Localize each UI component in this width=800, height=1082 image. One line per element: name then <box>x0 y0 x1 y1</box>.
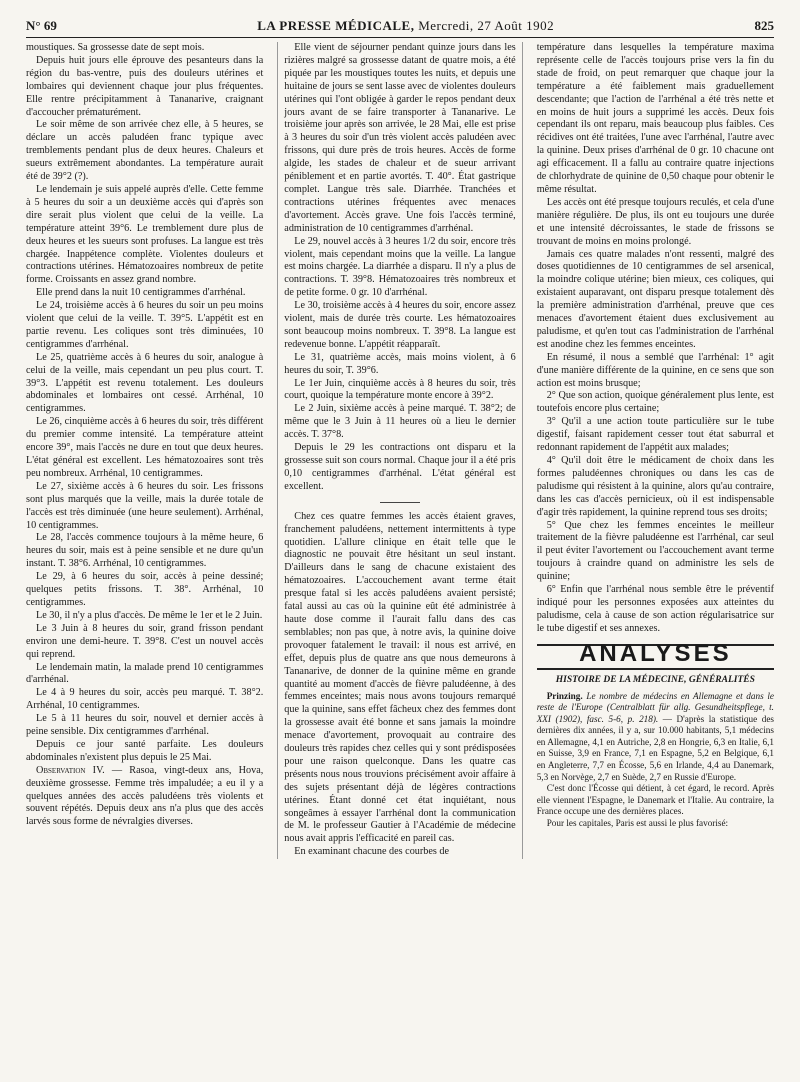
columns <box>26 42 774 859</box>
paragraph: Le soir même de son arrivée chez elle, à 5 heures, se déclare un accès paludéen franc typique avec tremblements pendant plus de deux heures. Chaleurs et sueurs extrêmement abondantes. La température aurait été de 39°2 (?). <box>26 119 264 183</box>
paragraph: moustiques. Sa grossesse date de sept mois. <box>26 42 205 53</box>
paragraph: Le 30, il n'y a plus d'accès. De même le 1er et le 2 Juin. <box>36 609 263 621</box>
paragraph: Depuis ce jour santé parfaite. Les douleurs abdominales n'existent plus depuis le 25 Mai. <box>26 738 264 763</box>
journal-title: LA PRESSE MÉDICALE, <box>257 18 415 33</box>
issue-date: Mercredi, 27 Août 1902 <box>418 18 555 33</box>
section-divider <box>380 502 420 503</box>
paragraph: Le 26, cinquième accès à 6 heures du soir, très différent du premier comme intensité. La température atteint encore 39°, mais l'accès ne dure en tout que deux heures. L'état général est excellent. Les hématozoaires sont très peu nombreux. Arrhénal, 10 centigrammes. <box>26 416 264 479</box>
analysis-paragraph: C'est donc l'Écosse qui détient, à cet égard, le record. Après elle viennent l'Espagne, le Danemark et l'Italie. Au contraire, la France occupe une des dernières places. <box>536 783 774 817</box>
paragraph: En examinant chacune des courbes de <box>294 846 450 858</box>
paragraph: Chez ces quatre femmes les accès étaient graves, franchement paludéens, nettement intermittents à type quotidien. L'allure clinique en était telle que le diagnostic ne pouvait être hésitant un seul instant. D'ailleurs dans le sang de chacune existaient des hématozoaires. L'accouchement avant terme était presque fatal si les accès paludéens avaient persisté; fatal aussi au cas où la quinine eût été administrée à haute dose comme il l'aurait fallu dans des cas semblables; non pas que, à notre avis, la quinine doive provoquer fatalement le travail: il nous est arrivé, en effet, depuis plus de quatre ans que nous demeurons à Tananarive, de donner de la quinine même en grande quantité au moment d'accès de fièvre paludéenne, à des femmes enceintes; mais nous avons toujours remarqué que la quinine, sans effet fâcheux chez des femmes dont la grossesse avait été bonne et sans jamais la moindre menace d'avortement, provoquait au contraire des douleurs très rapides chez celles qui y sont prédisposées pour une raison quelconque. Dans les quatre cas présents nous nous trouvions précisément avoir affaire à des sujets présentant déjà de légères contractions utérines. Étant donné cet état inquiétant, nous songeâmes à essayer l'arrhénal dont la communication de M. le professeur Gautier à l'Académie de médecine nous avait appris l'efficacité en pareil cas. <box>284 510 516 845</box>
issue-number: N° 69 <box>26 18 57 33</box>
paragraph: Depuis huit jours elle éprouve des pesanteurs dans la région du bas-ventre, puis des douleurs utérines et lombaires qui deviennent chaque jour plus fréquentes. Elle rentre précipitamment à Tananarive, craignant d'accoucher prématurément. <box>26 54 264 118</box>
paragraph: Le 29, nouvel accès à 3 heures 1/2 du soir, encore très violent, mais cependant moins que la veille. La langue est moins chargée. La diarrhée a disparu. Il n'y a plus de contractions. T. 39°8. Hématozoaires très nombreux et de petite forme. 0 gr. 10 d'arrhénal. <box>284 235 516 299</box>
observation-label: Observation IV. <box>36 764 105 776</box>
analyses-banner <box>537 639 774 670</box>
paragraph: 5° Que chez les femmes enceintes le meilleur traitement de la fièvre paludéenne est l'arrhénal, car seul il peut éviter l'avortement ou l'accouchement avant terme toujours à craindre quand on administre les sels de quinine; <box>536 519 774 583</box>
page-header <box>26 18 774 38</box>
analysis-citation: Le nombre de médecins en Allemagne et dans le reste de l'Europe (Centralblatt für allg. Gesundheitspflege, t. XXI (1902), fasc. 5-6, p. 218). <box>536 690 774 724</box>
paragraph: Les accès ont été presque toujours reculés, et cela d'une manière régulière. De plus, ils ont eu toujours une durée et une intensité décroissantes, le stade de frissons se trouvant de moins en moins prolongé. <box>536 196 774 247</box>
paragraph: 6° Enfin que l'arrhénal nous semble être le préventif indiqué pour les personnes exposées aux atteintes du paludisme, cela à cause de son action régularisatrice sur le tube digestif et ses annexes. <box>536 584 774 634</box>
analyses-title: ANALYSES <box>579 639 732 667</box>
column-middle <box>277 42 522 859</box>
paragraph: Depuis le 29 les contractions ont disparu et la grossesse suit son cours normal. Chaque jour il a été pris 0,10 centigrammes d'arrhénal. L'état général est excellent. <box>284 442 516 492</box>
paragraph: 2° Que son action, quoique généralement plus lente, est toutefois encore plus certaine; <box>536 390 774 415</box>
paragraph: Le 5 à 11 heures du soir, nouvel et dernier accès à peine sensible. Dix centigrammes d'arrhénal. <box>26 713 264 738</box>
analysis-text: — D'après la statistique des dernières dix années, il y a, sur 10.000 habitants, 5,1 médecins en Allemagne, 4,1 en Autriche, 2,8 en Hongrie, 6,3 en Italie, 6,1 en Suisse, 3,9 en France, 7,1 en Espagne, 5,2 en Belgique, 6,1 en Angleterre, 7,7 en Écosse, 5,6 en Irlande, 4,4 au Danemark, 5,3 en Norvège, 2,7 en Suède, 2,7 en Russie d'Europe. <box>536 713 774 782</box>
paragraph: Le 24, troisième accès à 6 heures du soir un peu moins violent que celui de la veille. T. 39°5. L'appétit est en partie revenu. Les coliques sont très diminuées, 10 centigrammes d'arrhénal. <box>26 300 264 350</box>
paragraph: Le 3 Juin à 8 heures du soir, grand frisson pendant environ une demi-heure. T. 39°8. C'est un nouvel accès qui reprend. <box>26 622 264 660</box>
paragraph: Elle prend dans la nuit 10 centigrammes d'arrhénal. <box>36 287 246 299</box>
paragraph: Le lendemain matin, la malade prend 10 centigrammes d'arrhénal. <box>26 661 264 686</box>
paragraph: Le lendemain je suis appelé auprès d'elle. Cette femme à 5 heures du soir a un deuxième accès qui d'après son dire serait plus violent que celui de la veille. La température atteint 39°6. Le tremblement dure plus de deux heures et les sueurs sont profuses. La langue est très chargée. Inappétence complète. Violentes douleurs et contractions utérines. Hématozoaires nombreux de petite forme. Croissants en assez grand nombre. <box>26 183 264 286</box>
paragraph: En résumé, il nous a semblé que l'arrhénal: 1° agit d'une manière différente de la quinine, en ce sens que son action est moins brusque; <box>536 351 774 389</box>
paragraph: Le 25, quatrième accès à 6 heures du soir, analogue à celui de la veille, mais cependant un peu plus court. T. 39°3. L'appétit est revenu totalement. Les douleurs abdominales et lombaires ont cessé. Arrhénal, 10 centigrammes. <box>26 351 264 415</box>
paragraph: Le 1er Juin, cinquième accès à 8 heures du soir, très court, quoique la température monte encore à 39°2. <box>284 377 516 402</box>
paragraph: Le 29, à 6 heures du soir, accès à peine dessiné; quelques petits frissons. T. 38°. Arrhénal, 10 centigrammes. <box>26 571 264 608</box>
paragraph: Le 30, troisième accès à 4 heures du soir, encore assez violent, mais de durée très courte. Les hématozoaires sont beaucoup moins nombreux. T. 39°8. La langue est redevenue bonne. L'appétit réapparaît. <box>284 300 516 350</box>
analysis-entry <box>537 691 774 784</box>
column-left <box>26 42 263 859</box>
column-right <box>537 42 774 859</box>
analysis-author: Prinzing. <box>546 690 583 701</box>
paragraph: Le 2 Juin, sixième accès à peine marqué. T. 38°2; de même que le 3 Juin à 11 heures où a lieu le dernier accès. T. 37°8. <box>284 403 516 441</box>
paragraph: Le 4 à 9 heures du soir, accès peu marqué. T. 38°2. Arrhénal, 10 centigrammes. <box>26 687 264 712</box>
masthead <box>257 18 554 34</box>
paragraph: 4° Qu'il doit être le médicament de choix dans les formes paludéennes chroniques ou dans les cas de paludisme qui résistent à la quinine, alors qu'au contraire, dans les cas d'accès pernicieux, où il est indispensable d'agir très rapidement, la quinine reprend tous ses droits; <box>536 455 774 518</box>
observation-text: — Rasoa, vingt-deux ans, Hova, deuxième grossesse. Femme très impaludée; a eu il y a quelques années des accès paludéens très violents et souvent répétés. Depuis deux ans n'a plus que des accès larvés sous forme de névralgies diverses. <box>26 764 264 828</box>
paragraph: Le 28, l'accès commence toujours à la même heure, 6 heures du soir, mais est à peine sensible et ne dure qu'un instant. T. 38°6. Arrhénal, 10 centigrammes. <box>26 532 264 570</box>
paragraph: Le 31, quatrième accès, mais moins violent, à 6 heures du soir, T. 39°6. <box>284 351 516 376</box>
analysis-paragraph: Pour les capitales, Paris est aussi le plus favorisé: <box>546 818 729 829</box>
paragraph: Elle vient de séjourner pendant quinze jours dans les rizières malgré sa grossesse datant de quatre mois, a été piquée par les moustiques toutes les nuits, et depuis une huitaine de jours se sent lasse avec de violentes douleurs utérines qui l'ont obligée à garder le repos pendant deux jours avant de se faire transporter à Tananarive. Le troisième jour après son arrivée, le 28 Mai, elle est prise à 3 heures du soir d'un très violent accès paludéen avec frissons, qui dure près de trois heures. Accès de forme algide, les stades de chaleur et de sueur arrivant péniblement et en partie avortés. T. 40°. État gastrique complet. Langue très sale. Diarrhée. Tranchées et contractions utérines fréquentes avec menaces d'avortement. Accès grave. Une fois l'accès terminé, administration de 10 centigrammes d'arrhénal. <box>284 42 516 234</box>
paragraph: Jamais ces quatre malades n'ont ressenti, malgré des doses quotidiennes de 10 centigrammes de sel arsenical, la moindre colique utérine; bien mieux, ces coliques, qui existaient auparavant, ont disparu presque totalement dès la première administration d'arrhénal, preuve que ces menaces d'avortement étaient dues exclusivement au paludisme, et qu'en tout cas l'administration de l'arrhénal est anodine chez les femmes enceintes. <box>536 248 774 350</box>
observation-paragraph <box>26 765 263 830</box>
paragraph: 3° Qu'il a une action toute particulière sur le tube digestif, faisant rapidement cesser tout état saburral et redonnant rapidement de l'appétit aux malades; <box>536 416 774 454</box>
paragraph: température dans lesquelles la température maxima représente celle de l'accès toujours prise vers la fin du stade de froid, on peut remarquer que chaque jour la température a été faiblement mais graduellement descendante; que l'action de l'arrhénal a été très nette et en moins de huit jours a supprimé les accès. Deux fois cependant ils ont reparu, mais beaucoup plus faibles. Ces récidives ont été traitées, l'une avec l'arrhénal, l'autre avec la quinine. Deux prises d'arrhénal de 0 gr. 10 chacune ont agi efficacement. Il a fallu au contraire quatre injections de chlorhydrate de quinine de 0,50 chaque pour obtenir le même résultat. <box>536 42 774 195</box>
analyses-section-heading: HISTOIRE DE LA MÉDECINE, GÉNÉRALITÉS <box>555 674 755 685</box>
page-number: 825 <box>754 18 774 33</box>
paragraph: Le 27, sixième accès à 6 heures du soir. Les frissons sont plus marqués que la veille, mais la durée totale de l'accès est très diminuée (une heure seulement). Arrhénal, 10 centigrammes. <box>26 480 264 531</box>
